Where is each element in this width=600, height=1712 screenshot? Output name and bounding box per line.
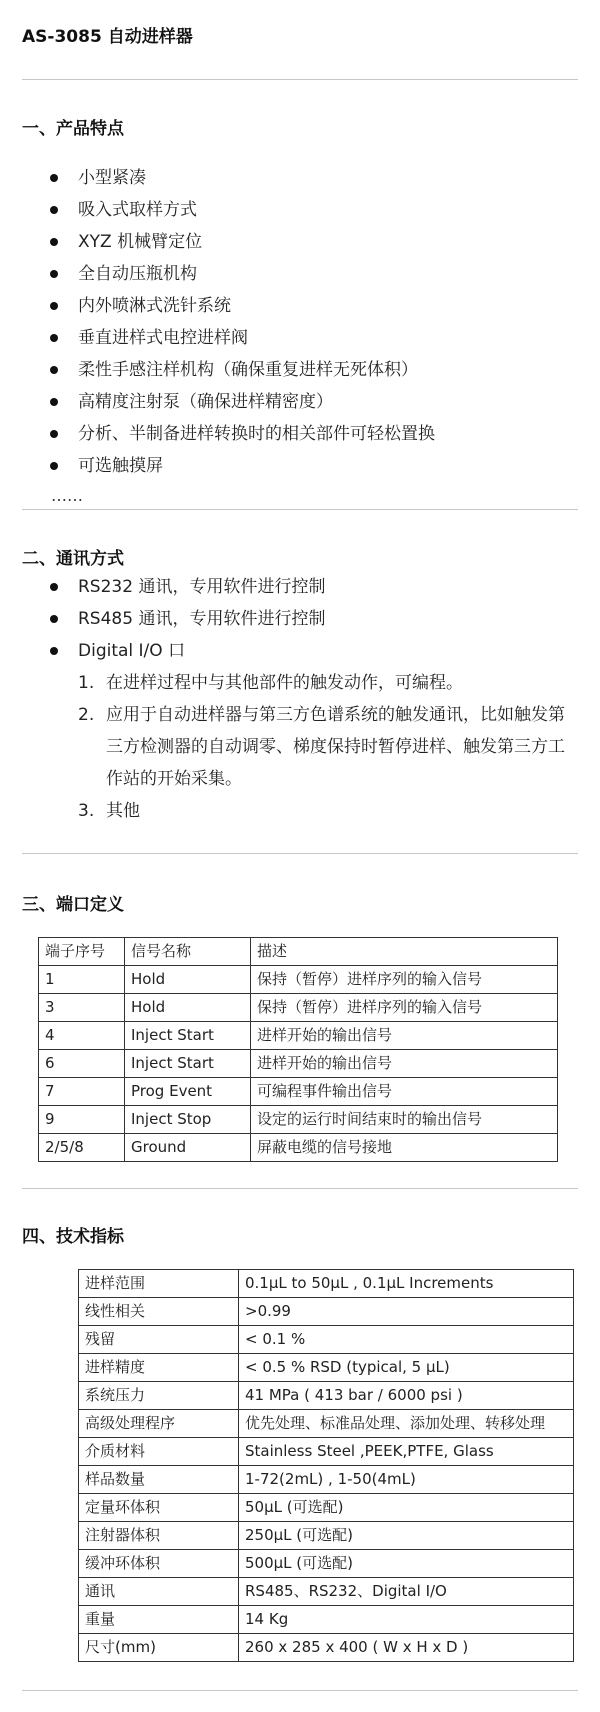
- ellipsis: ……: [51, 486, 83, 505]
- table-row: [39, 1106, 558, 1134]
- table-cell: 线性相关: [79, 1298, 239, 1326]
- divider: [22, 1690, 578, 1691]
- divider: [22, 509, 578, 510]
- table-row: [79, 1466, 574, 1494]
- list-item: 吸入式取样方式: [50, 194, 435, 226]
- section-heading-ports: 三、端口定义: [22, 895, 124, 915]
- table-cell: 通讯: [79, 1578, 239, 1606]
- table-cell: 500µL (可选配): [239, 1550, 574, 1578]
- list-item: Digital I/O 口: [50, 635, 325, 667]
- list-item: RS232 通讯，专用软件进行控制: [50, 571, 325, 603]
- table-row: [79, 1354, 574, 1382]
- table-row: [79, 1410, 574, 1438]
- list-number: 1.: [78, 673, 95, 693]
- table-cell: 进样开始的输出信号: [251, 1050, 558, 1078]
- list-item: 全自动压瓶机构: [50, 258, 435, 290]
- table-cell: 260 x 285 x 400 ( W x H x D ): [239, 1634, 574, 1662]
- table-header-row: [39, 938, 558, 966]
- table-cell: 屏蔽电缆的信号接地: [251, 1134, 558, 1162]
- table-cell: 9: [39, 1106, 125, 1134]
- table-cell: 设定的运行时间结束时的输出信号: [251, 1106, 558, 1134]
- list-item: [78, 667, 578, 699]
- table-cell: 残留: [79, 1326, 239, 1354]
- divider: [22, 853, 578, 854]
- table-cell: Stainless Steel ,PEEK,PTFE, Glass: [239, 1438, 574, 1466]
- table-cell: 可编程事件输出信号: [251, 1078, 558, 1106]
- spec-table: [78, 1269, 574, 1662]
- table-cell: 进样开始的输出信号: [251, 1022, 558, 1050]
- list-item: [78, 699, 578, 795]
- table-row: [79, 1382, 574, 1410]
- list-text: 在进样过程中与其他部件的触发动作，可编程。: [106, 673, 463, 693]
- list-number: 3.: [78, 801, 95, 821]
- table-cell: 进样精度: [79, 1354, 239, 1382]
- table-cell: 系统压力: [79, 1382, 239, 1410]
- table-cell: Inject Start: [125, 1050, 251, 1078]
- table-cell: 高级处理程序: [79, 1410, 239, 1438]
- table-row: [39, 1078, 558, 1106]
- table-header-cell: 信号名称: [125, 938, 251, 966]
- table-row: [79, 1438, 574, 1466]
- table-row: [39, 994, 558, 1022]
- section-heading-features: 一、产品特点: [22, 119, 124, 139]
- table-row: [39, 966, 558, 994]
- table-cell: Hold: [125, 966, 251, 994]
- table-cell: >0.99: [239, 1298, 574, 1326]
- table-row: [79, 1326, 574, 1354]
- table-row: [79, 1606, 574, 1634]
- table-header-cell: 端子序号: [39, 938, 125, 966]
- table-cell: 50µL (可选配): [239, 1494, 574, 1522]
- table-cell: 尺寸(mm): [79, 1634, 239, 1662]
- table-cell: 保持（暂停）进样序列的输入信号: [251, 966, 558, 994]
- comm-list: [50, 571, 325, 667]
- list-item: [78, 795, 578, 827]
- divider: [22, 79, 578, 80]
- table-row: [39, 1022, 558, 1050]
- list-item: 高精度注射泵（确保进样精密度）: [50, 386, 435, 418]
- table-cell: 0.1µL to 50µL , 0.1µL Increments: [239, 1270, 574, 1298]
- list-item: 柔性手感注样机构（确保重复进样无死体积）: [50, 354, 435, 386]
- table-cell: 优先处理、标准品处理、添加处理、转移处理: [239, 1410, 574, 1438]
- table-cell: 2/5/8: [39, 1134, 125, 1162]
- table-row: [79, 1298, 574, 1326]
- table-row: [79, 1550, 574, 1578]
- table-cell: Hold: [125, 994, 251, 1022]
- list-item: RS485 通讯，专用软件进行控制: [50, 603, 325, 635]
- table-cell: 1: [39, 966, 125, 994]
- table-cell: 1-72(2mL) , 1-50(4mL): [239, 1466, 574, 1494]
- features-list: [50, 162, 435, 482]
- table-cell: Inject Stop: [125, 1106, 251, 1134]
- table-cell: 4: [39, 1022, 125, 1050]
- table-cell: 41 MPa ( 413 bar / 6000 psi ): [239, 1382, 574, 1410]
- table-row: [79, 1522, 574, 1550]
- digital-io-sublist: [78, 667, 578, 827]
- port-definition-table: [38, 937, 558, 1162]
- table-cell: 样品数量: [79, 1466, 239, 1494]
- list-item: XYZ 机械臂定位: [50, 226, 435, 258]
- section-heading-specs: 四、技术指标: [22, 1227, 124, 1247]
- table-row: [79, 1578, 574, 1606]
- table-cell: 6: [39, 1050, 125, 1078]
- list-item: 分析、半制备进样转换时的相关部件可轻松置换: [50, 418, 435, 450]
- table-cell: RS485、RS232、Digital I/O: [239, 1578, 574, 1606]
- list-number: 2.: [78, 705, 95, 725]
- list-item: 内外喷淋式洗针系统: [50, 290, 435, 322]
- page-title: AS-3085 自动进样器: [22, 27, 193, 47]
- table-cell: 3: [39, 994, 125, 1022]
- table-cell: 注射器体积: [79, 1522, 239, 1550]
- table-cell: Prog Event: [125, 1078, 251, 1106]
- table-cell: 进样范围: [79, 1270, 239, 1298]
- table-row: [39, 1134, 558, 1162]
- table-cell: 介质材料: [79, 1438, 239, 1466]
- list-item: 小型紧凑: [50, 162, 435, 194]
- list-item: 可选触摸屏: [50, 450, 435, 482]
- table-row: [79, 1634, 574, 1662]
- table-cell: 7: [39, 1078, 125, 1106]
- table-cell: Ground: [125, 1134, 251, 1162]
- divider: [22, 1188, 578, 1189]
- table-cell: < 0.1 %: [239, 1326, 574, 1354]
- table-cell: 250µL (可选配): [239, 1522, 574, 1550]
- table-row: [39, 1050, 558, 1078]
- table-header-cell: 描述: [251, 938, 558, 966]
- table-cell: 14 Kg: [239, 1606, 574, 1634]
- table-row: [79, 1494, 574, 1522]
- list-text: 其他: [106, 801, 140, 821]
- table-cell: 定量环体积: [79, 1494, 239, 1522]
- table-cell: 重量: [79, 1606, 239, 1634]
- table-cell: Inject Start: [125, 1022, 251, 1050]
- section-heading-comm: 二、通讯方式: [22, 549, 124, 569]
- list-text: 应用于自动进样器与第三方色谱系统的触发通讯，比如触发第三方检测器的自动调零、梯度保持时暂停进样、触发第三方工作站的开始采集。: [106, 705, 565, 789]
- table-cell: 保持（暂停）进样序列的输入信号: [251, 994, 558, 1022]
- list-item: 垂直进样式电控进样阀: [50, 322, 435, 354]
- table-cell: 缓冲环体积: [79, 1550, 239, 1578]
- table-row: [79, 1270, 574, 1298]
- table-cell: < 0.5 % RSD (typical, 5 µL): [239, 1354, 574, 1382]
